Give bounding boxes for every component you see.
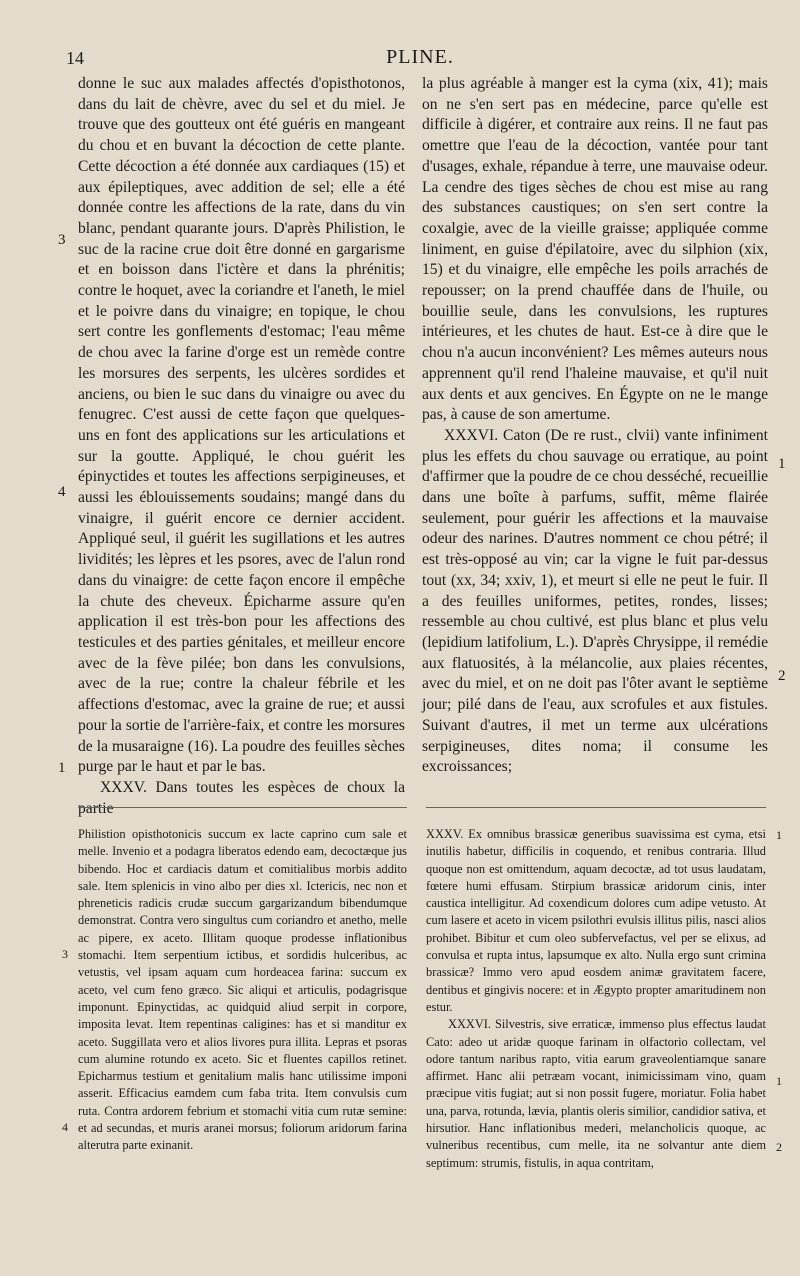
french-paragraph-text: Caton (De re rust., clvii) vante infiniment plus les effets du chou sauvage ou erratique, au point d'affirmer que la poudre de ce chou desséché, recueillie dans une boîte à parfums, suffit, même flairée seulement, pour guérir les affections et la mauvaise odeur des narines. D'autres nomment ce chou pétré; il est très-opposé au vin; car la vigne le fuit par-dessus tout (xx, 34; xxiv, 1), et meurt si elle ne peut le fuir. Il a des feuilles uniformes, petites, rondes, lisses; ressemble au chou cultivé, est plus blanc et plus velu (lepidium latifolium, L.). D'après Chrysippe, il remédie aux flatuosités, à la mélancolie, aux plaies récentes, avec du miel, et on ne doit pas l'ôter avant le septième jour; pilé dans de l'eau, aux scrofules et aux fistules. Suivant d'autres, il met un terme aux ulcérations serpigineuses, dites noma; il consume les excroissances;	[422, 426, 768, 776]
french-paragraph-text: Dans toutes les espèces de choux la partie	[78, 778, 405, 817]
margin-number: 1	[58, 760, 66, 776]
margin-number: 1	[776, 828, 782, 842]
french-paragraph-xxxvi	[422, 426, 768, 778]
margin-number: 2	[776, 1140, 782, 1154]
latin-column-left	[78, 826, 407, 1155]
section-heading: XXXV.	[100, 778, 147, 796]
page-number: 14	[66, 48, 84, 68]
separator-rule	[78, 807, 407, 808]
running-title: PLINE.	[386, 46, 454, 68]
page-header	[60, 46, 780, 74]
margin-number: 3	[58, 232, 66, 248]
french-column-right	[422, 74, 768, 778]
latin-paragraph: XXXV. Ex omnibus brassicæ generibus suavissima est cyma, etsi inutilis habetur, difficilis in coquendo, et renibus contraria. Illud quoque non est omittendum, aquam decoctæ, ad tot usus laudatam, fœtere humi effusam. Stirpium brassicæ aridorum cinis, inter caustica intelligitur. Ad coxendicum dolores cum adipe vetusto. At cum lasere et aceto in vicem psilothri evulsis illitus pilis, nasci alios prohibet. Bibitur et cum oleo subfervefactus, vel per se elixus, ad convulsa et rupta intus, lapsumque ex alto. Nulla ergo sunt crimina brassicæ? Immo vero apud eosdem animæ gravitatem facere, dentibus et gingivis nocere: et in Ægypto propter amaritudinem non estur.	[426, 827, 766, 1014]
latin-column-right	[426, 826, 766, 1172]
margin-number: 2	[778, 668, 786, 684]
french-paragraph: la plus agréable à manger est la cyma (xix, 41); mais on ne s'en sert pas en médecine, parce qu'elle est difficile à digérer, et contraire aux reins. Il ne faut pas omettre que l'eau de la décoction, vantée pour tant d'usages, exhale, répandue à terre, une mauvaise odeur. La cendre des tiges sèches de chou est mise au rang des substances caustiques; on s'en sert contre la coxalgie, avec de la vieille graisse; appliquée comme liniment, en guise d'épilatoire, avec du silphion (xix, 15) et du vinaigre, elle empêche les poils arrachés de repousser; on la prend chauffée dans de l'huile, ou bouillie seule, dans les convulsions, les ruptures intérieures, et les chutes de haut. Est-ce à dire que le chou n'a aucun inconvénient? Les mêmes auteurs nous apprennent qu'il rend l'haleine mauvaise, et qu'il nuit aux dents et aux gencives. En Égypte on ne le mange pas, à cause de son amertume.	[422, 75, 768, 424]
french-column-left	[78, 74, 405, 819]
margin-number: 1	[776, 1074, 782, 1088]
latin-paragraph: XXXVI. Silvestris, sive erraticæ, immenso plus effectus laudat Cato: adeo ut aridæ quoque farinam in olfactorio collectam, vel odore tantum naribus rapto, vitia earum graveolentiamque sanare affirmet. Hanc alii petræam vocant, inimicissimam vino, quam præcipue vitis fugiat; aut si non possit fugere, moriatur. Folia habet una, parva, rotunda, lævia, plantis oleris similior, candidior sativa, et hirsutior. Hanc inflationibus mederi, melancholicis quoque, ac vulneribus recentibus, cum melle, ita ne solvantur ante diem septimum: strumis, fistulis, in aqua contritam,	[426, 1017, 766, 1170]
latin-paragraph: Philistion opisthotonicis succum ex lacte caprino cum sale et melle. Invenio et a podagra liberatos edendo eam, decoctæque jus bibendo. Hoc et cardiacis datum et comitialibus morbis addito sale. Item splenicis in vino albo per dies xl. Ictericis, nec non et phreneticis radicis crudæ succum gargarizandum bibendumque demonstrat. Contra vero singultus cum coriandro et anetho, melle ac pipere, ex aceto. Illitam quoque prodesse inflationibus stomachi. Item serpentium ictibus, et sordidis hulceribus, ac vetustis, vel ipsam aquam cum hordeacea farina: succum ex aceto, vel cum feno græco. Sic aliqui et articulis, podagrisque imponunt. Epinyctidas, ac quidquid aliud serpit in corpore, imposita levat. Item repentinas caligines: has et si manditur ex aceto. Suggillata vero et alios livores pura illita. Lepras et psoras cum alumine rotundo ex aceto. Sic et fluentes capillos retinet. Epicharmus testium et genitalium malis hanc utilissime imponi asserit. Efficacius eamdem cum faba trita. Item convulsis cum ruta. Contra ardorem febrium et stomachi vitia cum rutæ semine: et ad secundas, et muris aranei morsus; foliorum aridorum farina alterutra parte exinanit.	[78, 827, 407, 1153]
margin-number: 1	[778, 456, 786, 472]
separator-rule	[426, 807, 766, 808]
margin-number: 4	[58, 484, 66, 500]
french-paragraph: donne le suc aux malades affectés d'opisthotonos, dans du lait de chèvre, avec du sel et du miel. Je trouve que des goutteux ont été guéris en mangeant du chou et en buvant la décoction de cette plante. Cette décoction a été donnée aux cardiaques (15) et aux épileptiques, avec addition de sel; elle a été donnée contre les affections de la rate, dans du vin blanc, pendant quarante jours. D'après Philistion, le suc de la racine crue doit être donné en gargarisme et en boisson dans l'ictère et dans la phrénitis; contre le hoquet, avec la coriandre et l'aneth, le miel et le poivre dans du vinaigre; en topique, le chou sert contre les gonflements d'estomac; l'eau même de chou avec la farine d'orge est un remède contre les morsures des serpents, les ulcères sordides et anciens, ou bien le suc dans du vinaigre ou avec du fenugrec. C'est aussi de cette façon que quelques-uns en font des applications sur les articulations et sur la goutte. Appliqué, le chou guérit les épinyctides et toutes les affections serpigineuses, et aussi les éblouissements soudains; mangé dans du vinaigre, il guérit encore ce dernier accident. Appliqué seul, il guérit les sugillations et les autres lividités; les lèpres et les psores, avec de l'alun rond dans du vinaigre: de cette façon encore il empêche la chute des cheveux. Épicharme assure qu'en application il est très-bon pour les affections des testicules et des parties génitales, et meilleur encore avec de la fève pilée; bon dans les convulsions, avec de la rue; contre la chaleur fébrile et les affections d'estomac, avec la graine de rue; et aussi pour la sortie de l'arrière-faix, et contre les morsures de la musaraigne (16). La poudre des feuilles sèches purge par le haut et par le bas.	[78, 75, 405, 776]
margin-number: 4	[62, 1120, 68, 1134]
margin-number: 3	[62, 947, 68, 961]
french-paragraph-xxxv	[78, 778, 405, 819]
section-heading: XXXVI.	[444, 426, 499, 444]
